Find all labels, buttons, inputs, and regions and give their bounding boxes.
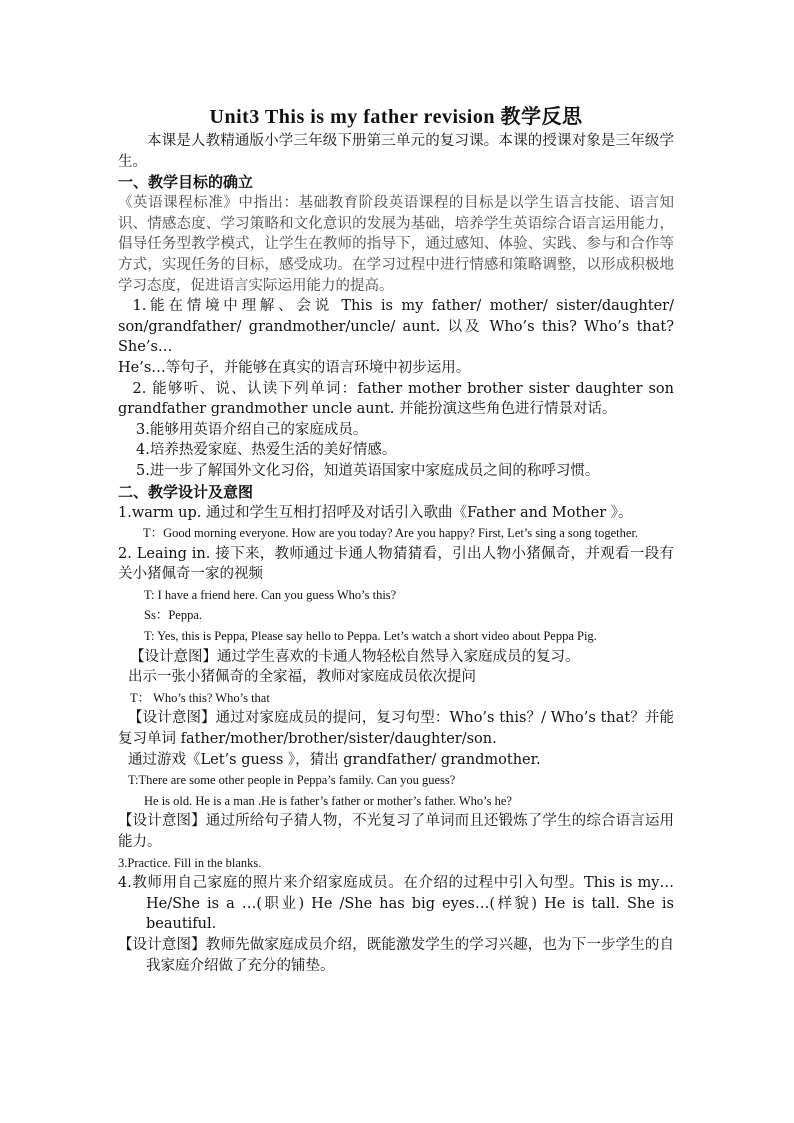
goal-1-line2: He’s…等句子，并能够在真实的语言环境中初步运用。 <box>118 359 471 376</box>
warmup-line: 1.warm up. 通过和学生互相打招呼及对话引入歌曲《Father and Mother 》。 <box>118 504 633 521</box>
photo-question-line: 出示一张小猪佩奇的全家福，教师对家庭成员依次提问 <box>128 669 476 686</box>
dialogue-line-1: T: I have a friend here. Can you guess Who’s this? <box>144 587 397 602</box>
document-page <box>118 100 674 976</box>
teacher-question: T： Who’s this? Who’s that <box>130 690 270 705</box>
photo-intro-line: 4.教师用自己家庭的照片来介绍家庭成员。在介绍的过程中引入句型。This is my… He/She is a …(职业) He /She has big eyes…(样貌) He is tall. She is beautiful. <box>118 875 674 933</box>
design-intent-3: 【设计意图】通过所给句子猜人物，不光复习了单词而且还锻炼了学生的综合语言运用能力。 <box>118 813 674 850</box>
practice-line: 3.Practice. Fill in the blanks. <box>118 855 262 870</box>
goal-2-line2: grandfather grandmother uncle aunt. 并能扮演这些角色进行情景对话。 <box>118 401 617 418</box>
dialogue-line-2: Ss：Peppa. <box>144 608 202 623</box>
section2-heading: 二、教学设计及意图 <box>118 482 254 501</box>
section1-heading: 一、教学目标的确立 <box>118 173 254 192</box>
intro-paragraph: 本课是人教精通版小学三年级下册第三单元的复习课。本课的授课对象是三年级学生。 <box>118 133 674 170</box>
goal-3: 3.能够用英语介绍自己的家庭成员。 <box>136 421 368 438</box>
goal-4: 4.培养热爱家庭、热爱生活的美好情感。 <box>136 442 397 459</box>
goal-5: 5.进一步了解国外文化习俗，知道英语国家中家庭成员之间的称呼习惯。 <box>136 462 600 479</box>
standard-paragraph: 《英语课程标准》中指出：基础教育阶段英语课程的目标是以学生语言技能、语言知识、情感态度、学习策略和文化意识的发展为基础，培养学生英语综合语言运用能力，倡导任务型教学模式，让学生在教师的指导下，通过感知、体验、实践、参与和合作等方式，实现任务的目标，感受成功。在学习过程中进行情感和策略调整，以形成积极地学习态度，促进语言实际运用能力的提高。 <box>118 195 674 294</box>
game-dialogue-2: He is old. He is a man .He is father’s father or mother’s father. Who’s he? <box>144 793 512 808</box>
design-intent-4: 【设计意图】教师先做家庭成员介绍，既能激发学生的学习兴趣，也为下一步学生的自我家庭介绍做了充分的铺垫。 <box>118 936 674 974</box>
goal-2-line1: 2. 能够听、说、认读下列单词：father mother brother sister daughter son <box>132 380 674 397</box>
design-intent-2: 【设计意图】通过对家庭成员的提问，复习句型：Who’s this？/ Who’s that？并能复习单词 father/mother/brother/sister/daughter/son. <box>118 710 674 748</box>
game-line: 通过游戏《Let’s guess 》，猜出 grandfather/ grandmother. <box>128 751 541 768</box>
dialogue-line-3: T: Yes, this is Peppa, Please say hello to Peppa. Let’s watch a short video about Peppa Pig. <box>144 629 597 644</box>
document-title: Unit3 This is my father revision 教学反思 <box>209 106 583 128</box>
warmup-dialogue: T：Good morning everyone. How are you today? Are you happy? First, Let’s sing a song together. <box>143 526 639 541</box>
game-dialogue-1: T:There are some other people in Peppa’s family. Can you guess? <box>128 773 456 788</box>
goal-1-line1: 1.能在情境中理解、会说 This is my father/ mother/ sister/daughter/ son/grandfather/ grandmother/uncle/ aunt. 以及 Who’s this? Who’s that? She’s… <box>118 298 674 356</box>
leading-in-line: 2. Leaing in. 接下来，教师通过卡通人物猜猜看，引出人物小猪佩奇，并观看一段有关小猪佩奇一家的视频 <box>118 545 674 583</box>
design-intent-1: 【设计意图】通过学生喜欢的卡通人物轻松自然导入家庭成员的复习。 <box>130 648 580 665</box>
